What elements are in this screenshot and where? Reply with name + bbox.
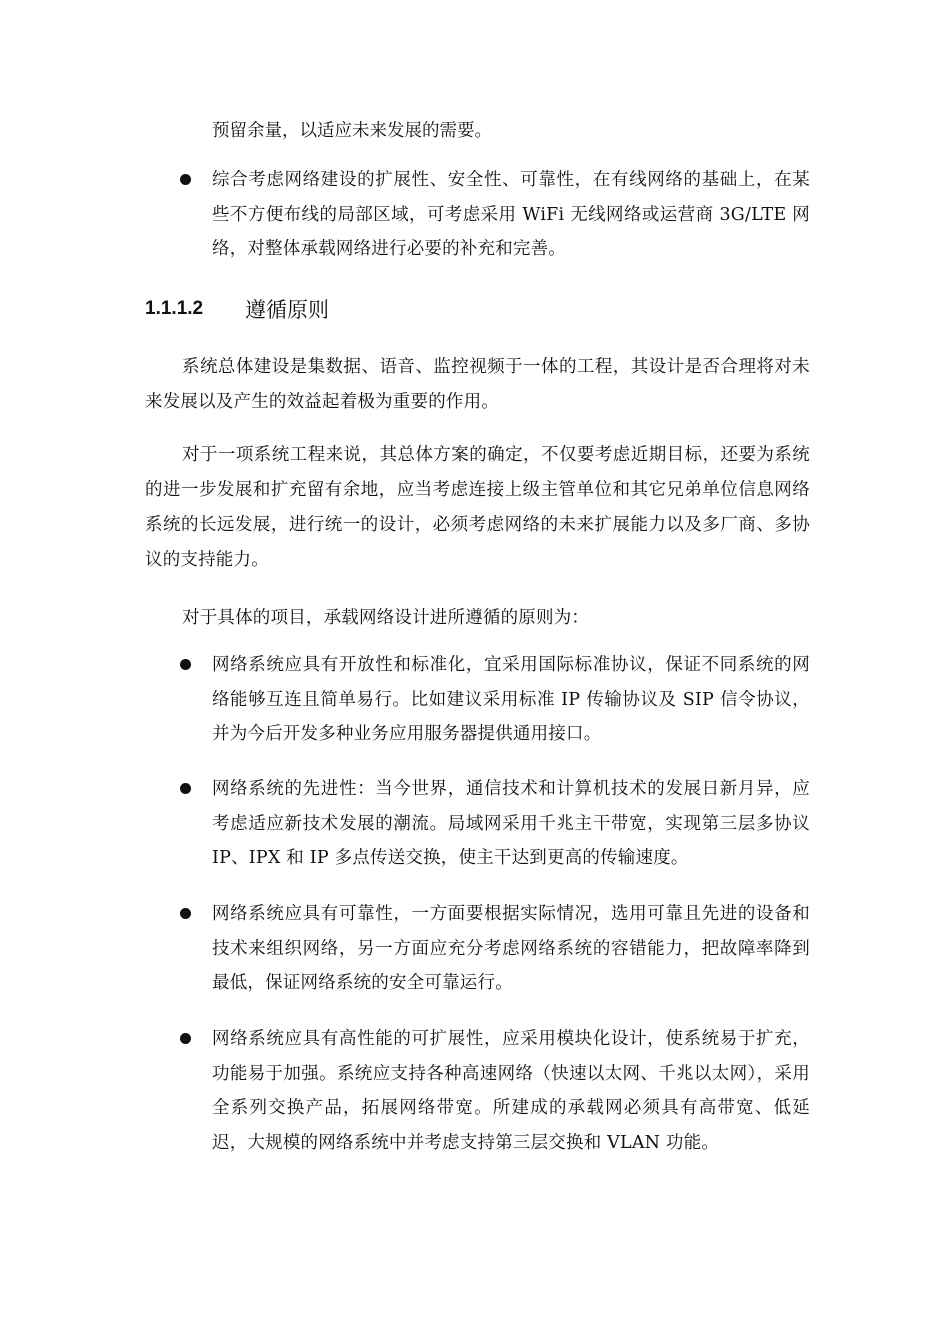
- bullet-dot-icon: [180, 783, 191, 794]
- bullet-dot-icon: [180, 908, 191, 919]
- bullet-item: [180, 648, 810, 752]
- bullet-dot-icon: [180, 1033, 191, 1044]
- bullet-item: [180, 897, 810, 1001]
- bullet-dot-icon: [180, 659, 191, 670]
- paragraph: 系统总体建设是集数据、语音、监控视频于一体的工程，其设计是否合理将对未来发展以及产生的效益起着极为重要的作用。: [145, 357, 810, 412]
- bullet-text: 网络系统应具有可靠性，一方面要根据实际情况，选用可靠且先进的设备和技术来组织网络，另一方面应充分考虑网络系统的容错能力，把故障率降到最低，保证网络系统的安全可靠运行。: [212, 904, 810, 993]
- paragraph: 对于一项系统工程来说，其总体方案的确定，不仅要考虑近期目标，还要为系统的进一步发展和扩充留有余地，应当考虑连接上级主管单位和其它兄弟单位信息网络系统的长远发展，进行统一的设计，必须考虑网络的未来扩展能力以及多厂商、多协议的支持能力。: [145, 445, 810, 570]
- section-number: 1.1.1.2: [145, 298, 204, 319]
- bullet-item: [180, 1022, 810, 1160]
- bullet-text: 网络系统应具有开放性和标准化，宜采用国际标准协议，保证不同系统的网络能够互连且简单易行。比如建议采用标准 IP 传输协议及 SIP 信令协议，并为今后开发多种业务应用服务器提供通用接口。: [212, 655, 810, 744]
- paragraph: 对于具体的项目，承载网络设计进所遵循的原则为：: [182, 608, 590, 628]
- section-heading: [145, 293, 329, 325]
- bullet-item: [180, 163, 810, 267]
- bullet-item: [180, 772, 810, 876]
- bullet-text: 网络系统的先进性：当今世界，通信技术和计算机技术的发展日新月异，应考虑适应新技术发展的潮流。局域网采用千兆主干带宽，实现第三层多协议 IP、IPX 和 IP 多点传送交换，使主干达到更高的传输速度。: [212, 779, 810, 868]
- bullet-text: 网络系统应具有高性能的可扩展性，应采用模块化设计，使系统易于扩充，功能易于加强。系统应支持各种高速网络（快速以太网、千兆以太网），采用全系列交换产品，拓展网络带宽。所建成的承载网必须具有高带宽、低延迟，大规模的网络系统中并考虑支持第三层交换和 VLAN 功能。: [212, 1029, 810, 1153]
- section-title: 遵循原则: [245, 298, 329, 322]
- bullet-dot-icon: [180, 174, 191, 185]
- bullet-text: 综合考虑网络建设的扩展性、安全性、可靠性，在有线网络的基础上，在某些不方便布线的局部区域，可考虑采用 WiFi 无线网络或运营商 3G/LTE 网络，对整体承载网络进行必要的补充和完善。: [212, 170, 810, 259]
- continuation-text: 预留余量，以适应未来发展的需要。: [212, 121, 492, 141]
